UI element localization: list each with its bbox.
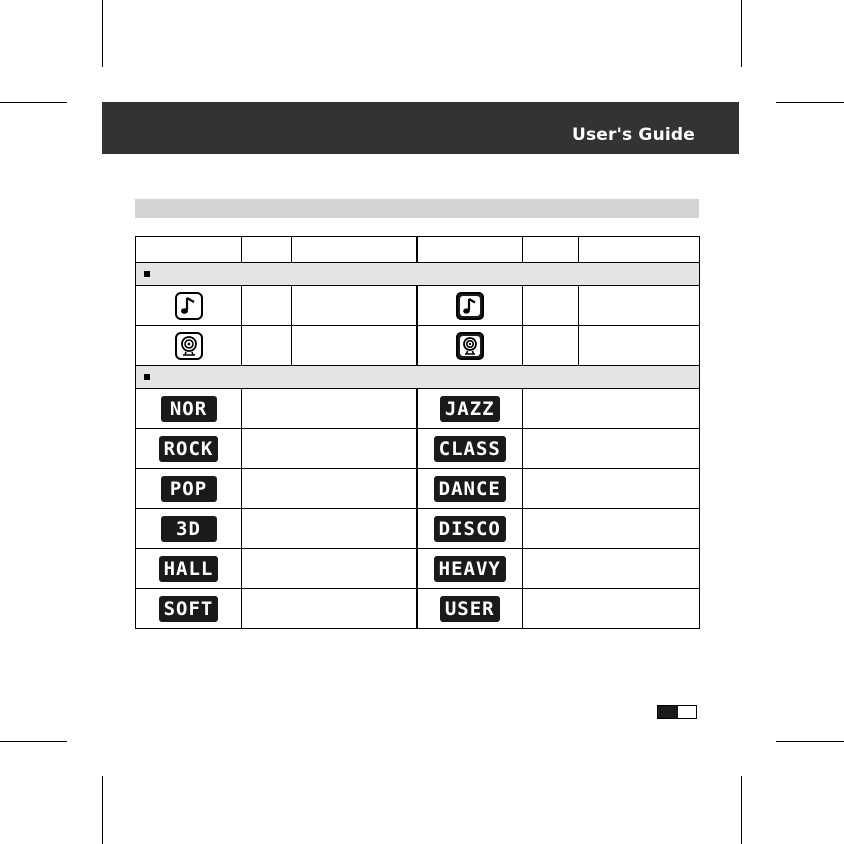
table-cell <box>242 429 417 469</box>
speaker-inverted-icon <box>455 331 485 361</box>
table-cell <box>242 509 417 549</box>
eq-icon-cell <box>417 469 523 509</box>
bullet-square <box>144 374 150 380</box>
icon-table <box>135 236 700 629</box>
table-cell <box>242 549 417 589</box>
group-row-cell <box>136 366 700 389</box>
table-cell <box>292 326 417 366</box>
speaker-icon <box>174 331 204 361</box>
table-cell <box>523 469 700 509</box>
eq-row <box>136 469 700 509</box>
eq-icon-cell <box>136 589 242 629</box>
table-cell <box>242 389 417 429</box>
table-row <box>136 286 700 326</box>
eq-row <box>136 509 700 549</box>
table-cell <box>579 286 700 326</box>
section-title-bar <box>135 199 699 218</box>
table-cell <box>242 469 417 509</box>
eq-user-icon: USER <box>440 596 500 622</box>
crop-mark <box>741 776 742 844</box>
crop-mark <box>0 741 67 742</box>
eq-icon-cell <box>136 549 242 589</box>
eq-heavy-icon: HEAVY <box>434 556 506 582</box>
table-cell <box>579 326 700 366</box>
eq-icon-cell <box>136 469 242 509</box>
table-header-cell <box>292 237 417 263</box>
eq-icon-cell <box>136 429 242 469</box>
table-cell <box>242 326 292 366</box>
eq-row <box>136 389 700 429</box>
table-cell <box>242 589 417 629</box>
table-cell <box>523 549 700 589</box>
table-header-cell <box>523 237 579 263</box>
eq-icon-cell <box>417 589 523 629</box>
icon-cell <box>136 286 242 326</box>
eq-pop-icon: POP <box>161 476 217 502</box>
eq-row <box>136 549 700 589</box>
eq-3d-icon: 3D <box>161 516 217 542</box>
group-row-cell <box>136 263 700 286</box>
crop-mark <box>741 0 742 67</box>
table-cell <box>523 509 700 549</box>
crop-mark <box>0 102 67 103</box>
header-band <box>102 102 739 154</box>
page-number-dark-half <box>658 706 678 718</box>
eq-rock-icon: ROCK <box>159 436 219 462</box>
eq-class-icon: CLASS <box>434 436 506 462</box>
eq-dance-icon: DANCE <box>434 476 506 502</box>
eq-icon-cell <box>417 429 523 469</box>
group-row <box>136 263 700 286</box>
table-header-cell <box>136 237 242 263</box>
eq-icon-cell <box>417 509 523 549</box>
icon-cell <box>417 326 523 366</box>
eq-row <box>136 429 700 469</box>
eq-jazz-icon: JAZZ <box>440 396 500 422</box>
eq-soft-icon: SOFT <box>159 596 219 622</box>
table-cell <box>242 286 292 326</box>
bullet-square <box>144 271 150 277</box>
music-note-icon <box>174 291 204 321</box>
eq-nor-icon: NOR <box>161 396 217 422</box>
page-number-light-half <box>678 706 696 718</box>
eq-disco-icon: DISCO <box>434 516 506 542</box>
table-cell <box>523 589 700 629</box>
icon-cell <box>136 326 242 366</box>
table-header-cell <box>417 237 523 263</box>
table-cell <box>292 286 417 326</box>
crop-mark <box>102 0 103 67</box>
table-header-row <box>136 237 700 263</box>
icon-cell <box>417 286 523 326</box>
music-note-inverted-icon <box>455 291 485 321</box>
eq-icon-cell <box>136 389 242 429</box>
eq-row <box>136 589 700 629</box>
crop-mark <box>776 102 844 103</box>
table-cell <box>523 286 579 326</box>
table-cell <box>523 389 700 429</box>
eq-icon-cell <box>417 549 523 589</box>
group-row <box>136 366 700 389</box>
crop-mark <box>102 776 103 844</box>
page-number-box <box>657 705 697 719</box>
table-header-cell <box>242 237 292 263</box>
table-cell <box>523 326 579 366</box>
eq-icon-cell <box>136 509 242 549</box>
crop-mark <box>776 741 844 742</box>
table-header-cell <box>579 237 700 263</box>
table-row <box>136 326 700 366</box>
table-cell <box>523 429 700 469</box>
eq-icon-cell <box>417 389 523 429</box>
eq-hall-icon: HALL <box>159 556 219 582</box>
page-header-title: User's Guide <box>571 125 695 145</box>
